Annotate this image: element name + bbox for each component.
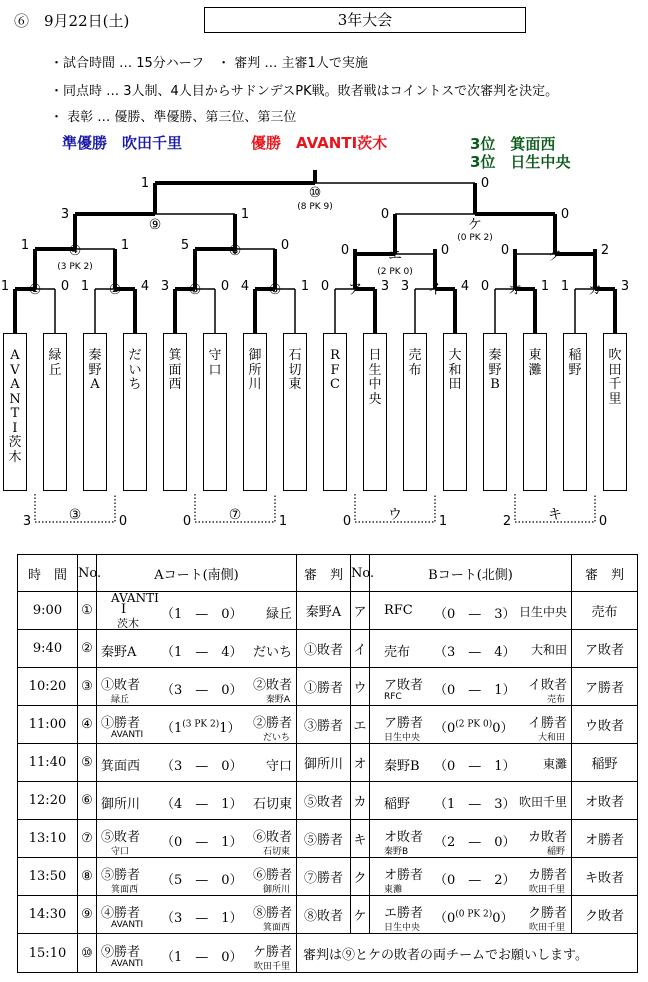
team-box: 緑 丘 — [43, 333, 67, 491]
rule-line: ・試合時間 … 15分ハーフ ・ 審判 … 主審1人で実施 — [50, 56, 368, 71]
home-team: ④勝者 — [101, 906, 141, 921]
away-team: 守口 — [265, 759, 292, 774]
match-no: ⑧ — [78, 858, 97, 896]
away-team: カ敗者 — [527, 830, 567, 845]
match-time: 9:00 — [18, 592, 78, 630]
match-no: ⑨ — [78, 896, 97, 934]
match-time: 12:20 — [18, 782, 78, 820]
match-score: $(1^{(3 PK 2)}1)$ — [161, 719, 241, 736]
away-team: ⑧勝者 — [252, 906, 292, 921]
home-team: ⑨勝者 — [101, 944, 141, 960]
court-a-match — [97, 630, 297, 668]
match-score: （5 — 0） — [161, 873, 243, 888]
match-label: ② — [108, 282, 122, 298]
match-time: 10:20 — [18, 668, 78, 706]
match-no: ③ — [78, 668, 97, 706]
referee-note: 審判は⑨とケの敗者の両チームでお願いします。 — [297, 934, 638, 973]
home-team-sub: 箕面西 — [111, 885, 139, 895]
match-time: 15:10 — [18, 934, 78, 973]
court-a-match — [97, 782, 297, 820]
match-label: カ — [588, 282, 602, 298]
match-no: ア — [351, 592, 370, 630]
away-team: ②勝者 — [252, 716, 292, 731]
schedule-row — [18, 668, 638, 706]
match-label: ⑦ — [228, 507, 242, 523]
score-label: 0 — [560, 207, 570, 222]
score-label: 0 — [320, 279, 330, 294]
match-no: ⑩ — [78, 934, 97, 973]
match-score: （1 — 0） — [161, 949, 243, 965]
referee-header: 審 判 — [572, 555, 638, 592]
match-label: ケ — [468, 217, 482, 233]
schedule-row — [18, 820, 638, 858]
court-b-match — [370, 820, 572, 858]
away-team-sub: 箕面西 — [262, 923, 290, 933]
winner-label: 優勝 AVANTI茨木 — [251, 134, 388, 152]
home-team: ①敗者 — [101, 678, 141, 693]
no-header: No. — [78, 555, 97, 592]
court-a-header: Aコート(南側) — [97, 555, 297, 592]
home-team-sub: 日生中央 — [384, 733, 421, 743]
away-team: カ勝者 — [527, 868, 567, 883]
away-team: 石切東 — [252, 797, 292, 812]
referee-a: ①敗者 — [297, 630, 351, 668]
court-b-header: Bコート(北側) — [370, 555, 572, 592]
away-team-sub: 吹田千里 — [528, 885, 565, 895]
team-box: 稲 野 — [563, 333, 587, 491]
match-score: $(0^{(2 PK 0)}0)$ — [434, 719, 514, 736]
pk-label: (3 PK 2) — [57, 262, 93, 272]
home-team: ⑤勝者 — [101, 868, 141, 883]
score-label: 2 — [600, 243, 610, 258]
home-team: 箕面西 — [101, 759, 141, 774]
match-score: （3 — 4） — [434, 645, 516, 660]
court-b-match — [370, 858, 572, 896]
score-label: 3 — [620, 279, 630, 294]
home-team: ア敗者 — [384, 678, 424, 693]
score-label: 1 — [20, 238, 30, 253]
away-team-sub: だいち — [262, 733, 290, 743]
team-box: だ い ち — [123, 333, 147, 491]
match-no: カ — [351, 782, 370, 820]
referee-b: キ敗者 — [572, 858, 638, 896]
team-box: 秦 野 B — [483, 333, 507, 491]
away-team-sub: 吹田千里 — [253, 961, 290, 972]
score-label: 3 — [380, 279, 390, 294]
score-label: 3 — [400, 279, 410, 294]
match-time: 14:30 — [18, 896, 78, 934]
score-label: 4 — [460, 279, 470, 294]
referee-b: ク敗者 — [572, 896, 638, 934]
schedule-row — [18, 592, 638, 630]
away-team-sub: 御所川 — [262, 885, 290, 895]
no-header: No. — [351, 555, 370, 592]
runner-up-label: 準優勝 吹田千里 — [62, 134, 183, 152]
home-team: AVANTI — [111, 591, 159, 605]
away-team-sub: 稲野 — [546, 847, 565, 857]
away-team-sub: 吹田千里 — [528, 923, 565, 933]
referee-b: 売布 — [572, 592, 638, 630]
score-label: 1 — [300, 279, 310, 294]
team-box: 吹 田 千 里 — [603, 333, 627, 491]
home-team: ⑤敗者 — [101, 830, 141, 845]
team-box: 売 布 — [403, 333, 427, 491]
schedule-row — [18, 744, 638, 782]
third-place-label: 3位 日生中央 — [470, 153, 571, 171]
referee-a: ①勝者 — [297, 668, 351, 706]
match-no: ② — [78, 630, 97, 668]
match-score: （4 — 1） — [161, 797, 243, 812]
match-label: ③ — [68, 507, 82, 523]
court-a-match — [97, 706, 297, 744]
referee-b: ア勝者 — [572, 668, 638, 706]
referee-b: ア敗者 — [572, 630, 638, 668]
home-team: ①勝者 — [101, 716, 141, 731]
pk-label: (2 PK 0) — [377, 267, 413, 277]
referee-b: オ敗者 — [572, 782, 638, 820]
pk-label: (8 PK 9) — [297, 202, 333, 212]
third-place-label: 3位 箕面西 — [470, 135, 556, 153]
home-team-sub: 守口 — [111, 847, 130, 857]
pk-score: (2 PK 0) — [455, 719, 493, 730]
referee-a: ③勝者 — [297, 706, 351, 744]
match-no: ④ — [78, 706, 97, 744]
time-header: 時 間 — [18, 555, 78, 592]
match-no: ク — [351, 858, 370, 896]
home-team: 秦野B — [384, 759, 420, 774]
schedule-table — [17, 554, 638, 973]
schedule-row — [18, 706, 638, 744]
match-time: 13:50 — [18, 858, 78, 896]
match-label: ⑤ — [188, 282, 202, 298]
score-label: 0 — [440, 243, 450, 258]
referee-a: ⑤勝者 — [297, 820, 351, 858]
match-label: ク — [548, 248, 562, 264]
away-team: 緑丘 — [265, 607, 292, 622]
score-label: 0 — [220, 279, 230, 294]
referee-a: ⑤敗者 — [297, 782, 351, 820]
event-title-box: 3年大会 — [204, 7, 526, 33]
match-no: ⑦ — [78, 820, 97, 858]
home-team-sub: AVANTI — [111, 730, 144, 740]
score-label: 0 — [60, 279, 70, 294]
team-box: 守 口 — [203, 333, 227, 491]
court-b-match — [370, 592, 572, 630]
away-team: ケ勝者 — [252, 944, 292, 960]
score-label: 0 — [500, 243, 510, 258]
score-label: 1 — [278, 514, 288, 529]
home-team: I — [121, 602, 127, 617]
score-label: 5 — [180, 238, 190, 253]
match-score: （3 — 0） — [161, 759, 243, 774]
home-team-sub: 緑丘 — [111, 695, 130, 705]
team-box: 御 所 川 — [243, 333, 267, 491]
match-score: （0 — 1） — [434, 683, 516, 698]
score-label: 0 — [118, 514, 128, 529]
schedule-row — [18, 896, 638, 934]
team-box: 箕 面 西 — [163, 333, 187, 491]
home-team: 売布 — [384, 645, 411, 660]
referee-a: 御所川 — [297, 744, 351, 782]
score-label: 4 — [140, 279, 150, 294]
score-label: 0 — [380, 207, 390, 222]
referee-b: 稲野 — [572, 744, 638, 782]
away-team: 東灘 — [542, 757, 567, 771]
pk-label: (0 PK 2) — [457, 233, 493, 243]
score-label: 1 — [560, 279, 570, 294]
team-box: A V A N T I 茨 木 — [3, 333, 27, 491]
score-label: 0 — [480, 279, 490, 294]
court-a-match — [97, 744, 297, 782]
referee-a: 秦野A — [297, 592, 351, 630]
match-label: ⑩ — [308, 185, 322, 201]
score-label: 1 — [80, 279, 90, 294]
away-team: 大和田 — [530, 643, 567, 657]
home-team-sub: AVANTI — [111, 958, 144, 969]
match-no: オ — [351, 744, 370, 782]
away-team: ク勝者 — [527, 906, 567, 921]
home-team-sub: 茨木 — [117, 617, 139, 630]
home-team-sub: 秦野B — [384, 847, 409, 857]
court-b-match — [370, 744, 572, 782]
match-score: （3 — 1） — [161, 911, 243, 926]
score-label: 0 — [480, 176, 490, 191]
away-team-sub: 石切東 — [262, 847, 290, 857]
score-label: 0 — [280, 238, 290, 253]
match-no: ⑤ — [78, 744, 97, 782]
team-box: 東 灘 — [523, 333, 547, 491]
schedule-row — [18, 630, 638, 668]
match-time: 11:40 — [18, 744, 78, 782]
away-team: ⑥敗者 — [252, 830, 292, 845]
match-no: ケ — [351, 896, 370, 934]
match-label: ア — [348, 282, 362, 298]
score-label: 2 — [502, 514, 512, 529]
score-label: 3 — [60, 207, 70, 222]
away-team: ⑥勝者 — [252, 868, 292, 883]
team-box: 石 切 東 — [283, 333, 307, 491]
match-label: エ — [388, 248, 402, 264]
court-a-match — [97, 896, 297, 934]
match-score: （0 — 2） — [434, 873, 516, 888]
home-team-sub: AVANTI — [111, 920, 144, 930]
schedule-row — [18, 858, 638, 896]
court-a-match — [97, 820, 297, 858]
home-team: ア勝者 — [384, 716, 424, 731]
match-label: ウ — [388, 507, 402, 523]
match-label: ④ — [68, 243, 82, 259]
match-label: キ — [548, 507, 562, 523]
team-box: 秦 野 A — [83, 333, 107, 491]
court-b-match — [370, 782, 572, 820]
score-label: 1 — [0, 279, 10, 294]
court-b-match — [370, 668, 572, 706]
away-team-sub: 大和田 — [537, 733, 565, 743]
score-label: 3 — [22, 514, 32, 529]
match-score: $(0^{(0 PK 2)}0)$ — [434, 909, 514, 926]
match-no: エ — [351, 706, 370, 744]
home-team-sub: 日生中央 — [384, 923, 421, 933]
match-no: ⑥ — [78, 782, 97, 820]
match-score: （1 — 0） — [161, 607, 243, 622]
score-label: 0 — [340, 243, 350, 258]
match-no: キ — [351, 820, 370, 858]
home-team: オ敗者 — [384, 830, 424, 845]
score-label: 3 — [160, 279, 170, 294]
match-score: （3 — 0） — [161, 683, 243, 698]
match-time: 11:00 — [18, 706, 78, 744]
away-team: 日生中央 — [518, 605, 567, 619]
match-label: オ — [508, 282, 522, 298]
court-a-match — [97, 668, 297, 706]
home-team-sub: 東灘 — [384, 885, 403, 895]
court-a-match — [97, 858, 297, 896]
team-box: 日 生 中 央 — [363, 333, 387, 491]
match-score: （2 — 0） — [434, 835, 516, 850]
match-score: （1 — 3） — [434, 797, 516, 812]
match-score: （0 — 1） — [434, 759, 516, 774]
away-team-sub: 秦野A — [265, 695, 290, 705]
schedule-row — [18, 782, 638, 820]
match-no: ① — [78, 592, 97, 630]
pk-score: (0 PK 2) — [455, 909, 493, 920]
match-label: ⑨ — [148, 217, 162, 233]
score-label: 0 — [342, 514, 352, 529]
score-label: 1 — [140, 176, 150, 191]
pk-score: (3 PK 2) — [182, 719, 220, 730]
page-title: ⑥ 9月22日(土) — [14, 12, 130, 30]
score-label: 0 — [598, 514, 608, 529]
match-score: （0 — 1） — [161, 835, 243, 850]
home-team: RFC — [384, 603, 413, 618]
match-no: イ — [351, 630, 370, 668]
court-b-match — [370, 630, 572, 668]
score-label: 1 — [120, 238, 130, 253]
score-label: 1 — [540, 279, 550, 294]
away-team: イ勝者 — [527, 716, 567, 731]
away-team: だいち — [252, 645, 292, 660]
away-team: ②敗者 — [252, 678, 292, 693]
referee-b: オ勝者 — [572, 820, 638, 858]
score-label: 1 — [438, 514, 448, 529]
schedule-row — [18, 934, 638, 973]
home-team: 稲野 — [384, 797, 411, 812]
match-no: ウ — [351, 668, 370, 706]
away-team: イ敗者 — [527, 678, 567, 693]
rule-line: ・ 表彰 … 優勝、準優勝、第三位、第三位 — [50, 110, 297, 125]
court-a-match — [97, 934, 297, 973]
match-score: （0 — 3） — [434, 607, 516, 622]
away-team: 吹田千里 — [518, 795, 567, 809]
match-label: ① — [28, 282, 42, 298]
match-label: ⑥ — [268, 282, 282, 298]
home-team-sub: RFC — [384, 692, 402, 702]
home-team: オ勝者 — [384, 868, 424, 883]
away-team-sub: 売布 — [546, 695, 565, 705]
rule-line: ・同点時 … 3人制、4人目からサドンデスPK戦。敗者戦はコイントスで次審判を決定。 — [50, 84, 559, 99]
match-time: 13:10 — [18, 820, 78, 858]
court-b-match — [370, 896, 572, 934]
match-label: ⑧ — [228, 243, 242, 259]
referee-b: ウ敗者 — [572, 706, 638, 744]
home-team: 御所川 — [101, 797, 141, 812]
referee-a: ⑦勝者 — [297, 858, 351, 896]
match-time: 9:40 — [18, 630, 78, 668]
referee-header: 審 判 — [297, 555, 351, 592]
referee-a: ⑧敗者 — [297, 896, 351, 934]
score-label: 4 — [240, 279, 250, 294]
team-box: R F C — [323, 333, 347, 491]
home-team: 秦野A — [101, 645, 137, 660]
score-label: 1 — [240, 207, 250, 222]
home-team: エ勝者 — [384, 906, 424, 921]
score-label: 0 — [182, 514, 192, 529]
court-b-match — [370, 706, 572, 744]
match-label: イ — [428, 282, 442, 298]
court-a-match — [97, 592, 297, 630]
match-score: （1 — 4） — [161, 645, 243, 660]
team-box: 大 和 田 — [443, 333, 467, 491]
